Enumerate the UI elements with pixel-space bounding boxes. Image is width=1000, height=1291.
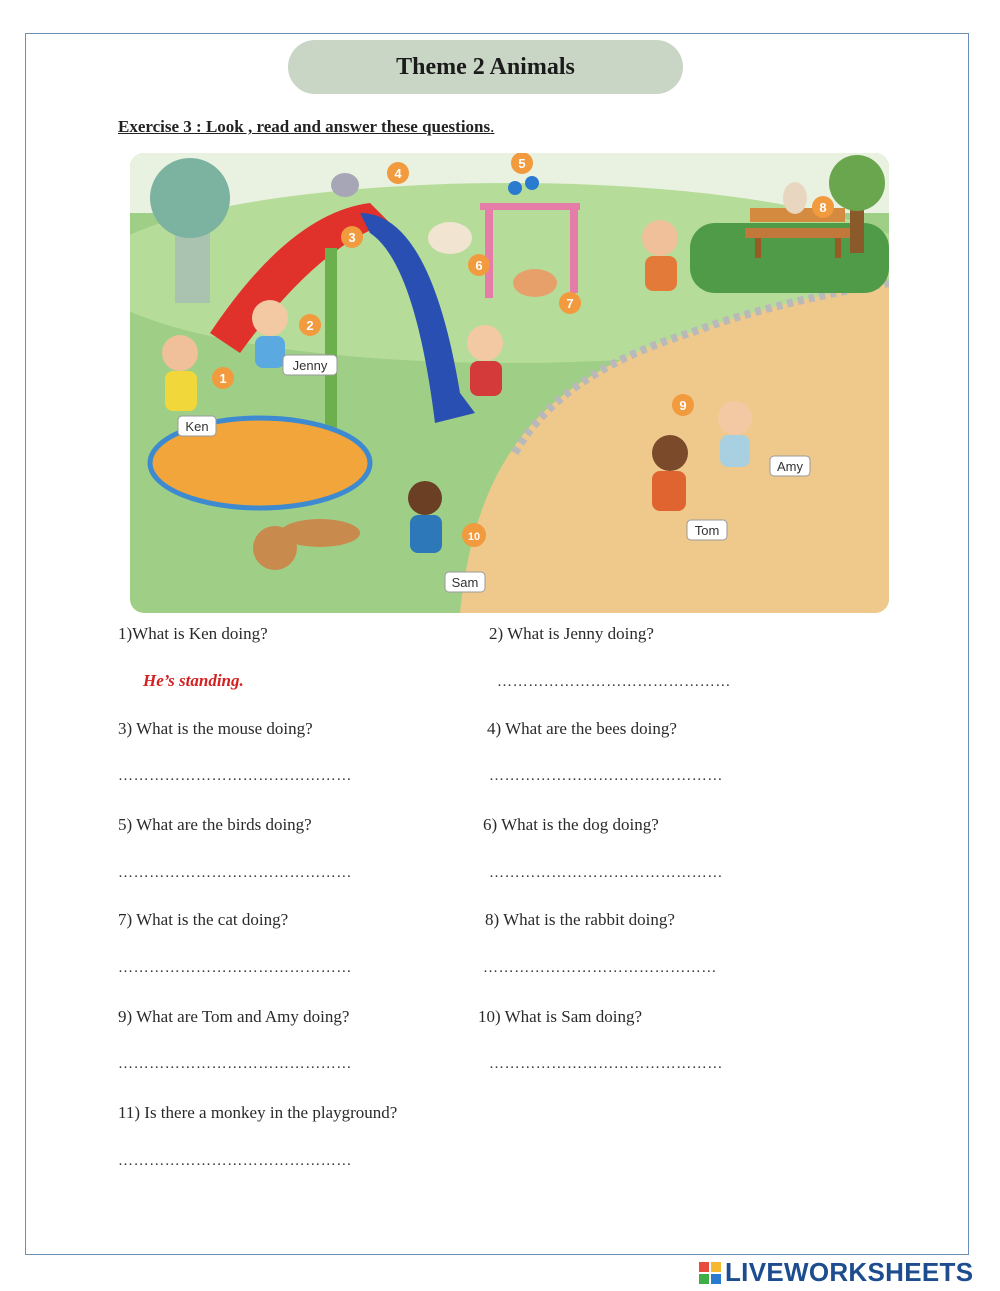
label-sam	[445, 572, 485, 592]
svg-text:7: 7	[566, 296, 574, 311]
badge-7	[559, 292, 581, 314]
liveworksheets-logo	[699, 1257, 973, 1288]
svg-text:Ken: Ken	[185, 419, 209, 434]
answer-1: He’s standing.	[143, 671, 244, 690]
exercise-label: Exercise 3 : Look , read and answer these questions	[118, 117, 491, 136]
label-tom	[687, 520, 727, 540]
playground-illustration	[130, 153, 889, 613]
question-3: 3) What is the mouse doing?	[118, 719, 313, 738]
dog-figure	[428, 222, 472, 254]
label-jenny	[283, 355, 337, 375]
exercise-period: .	[490, 117, 495, 136]
answer-line-2[interactable]: ………………………………………	[497, 674, 731, 690]
answer-line-7[interactable]: ………………………………………	[118, 960, 352, 976]
question-9: 9) What are Tom and Amy doing?	[118, 1007, 350, 1026]
badge-3	[341, 226, 363, 248]
svg-text:3: 3	[348, 230, 356, 245]
svg-text:6: 6	[475, 258, 483, 273]
badge-2	[299, 314, 321, 336]
svg-text:9: 9	[679, 398, 687, 413]
badge-4	[387, 162, 409, 184]
brand-name: LIVEWORKSHEETS	[725, 1257, 974, 1287]
svg-text:Sam: Sam	[451, 575, 479, 590]
question-6: 6) What is the dog doing?	[483, 815, 659, 834]
question-2: 2) What is Jenny doing?	[489, 624, 654, 643]
rabbit-figure	[783, 182, 807, 214]
svg-text:1: 1	[219, 371, 227, 386]
svg-text:4: 4	[394, 166, 402, 181]
svg-text:5: 5	[518, 156, 526, 171]
question-10: 10) What is Sam doing?	[478, 1007, 642, 1026]
cat-figure	[513, 269, 557, 297]
badge-6	[468, 254, 490, 276]
answer-line-9[interactable]: ………………………………………	[118, 1056, 352, 1072]
page-title: Theme 2 Animals	[288, 40, 683, 94]
badge-10	[462, 523, 486, 547]
question-5: 5) What are the birds doing?	[118, 815, 312, 834]
answer-line-6[interactable]: ………………………………………	[489, 865, 723, 881]
sam-figure	[408, 481, 442, 553]
answer-line-8[interactable]: ………………………………………	[483, 960, 717, 976]
svg-text:Jenny: Jenny	[292, 358, 328, 373]
svg-text:Amy: Amy	[777, 459, 803, 474]
tom-figure	[652, 435, 688, 511]
svg-text:10: 10	[467, 531, 481, 543]
badge-8	[812, 196, 834, 218]
badge-1	[212, 367, 234, 389]
mouse-figure	[331, 173, 359, 197]
svg-text:Tom: Tom	[694, 523, 720, 538]
question-4: 4) What are the bees doing?	[487, 719, 677, 738]
answer-line-4[interactable]: ………………………………………	[489, 768, 723, 784]
question-1: 1)What is Ken doing?	[118, 624, 268, 643]
label-amy	[770, 456, 810, 476]
question-8: 8) What is the rabbit doing?	[485, 910, 675, 929]
question-11: 11) Is there a monkey in the playground?	[118, 1103, 398, 1122]
label-ken	[178, 416, 216, 436]
svg-text:8: 8	[819, 200, 827, 215]
svg-text:2: 2	[306, 318, 314, 333]
answer-line-10[interactable]: ………………………………………	[489, 1056, 723, 1072]
exercise-instruction	[118, 117, 494, 137]
answer-line-11[interactable]: ………………………………………	[118, 1153, 352, 1169]
logo-blocks-icon	[699, 1262, 721, 1284]
badge-9	[672, 394, 694, 416]
answer-line-3[interactable]: ………………………………………	[118, 768, 352, 784]
answer-line-5[interactable]: ………………………………………	[118, 865, 352, 881]
question-7: 7) What is the cat doing?	[118, 910, 289, 929]
badge-5	[511, 153, 533, 174]
